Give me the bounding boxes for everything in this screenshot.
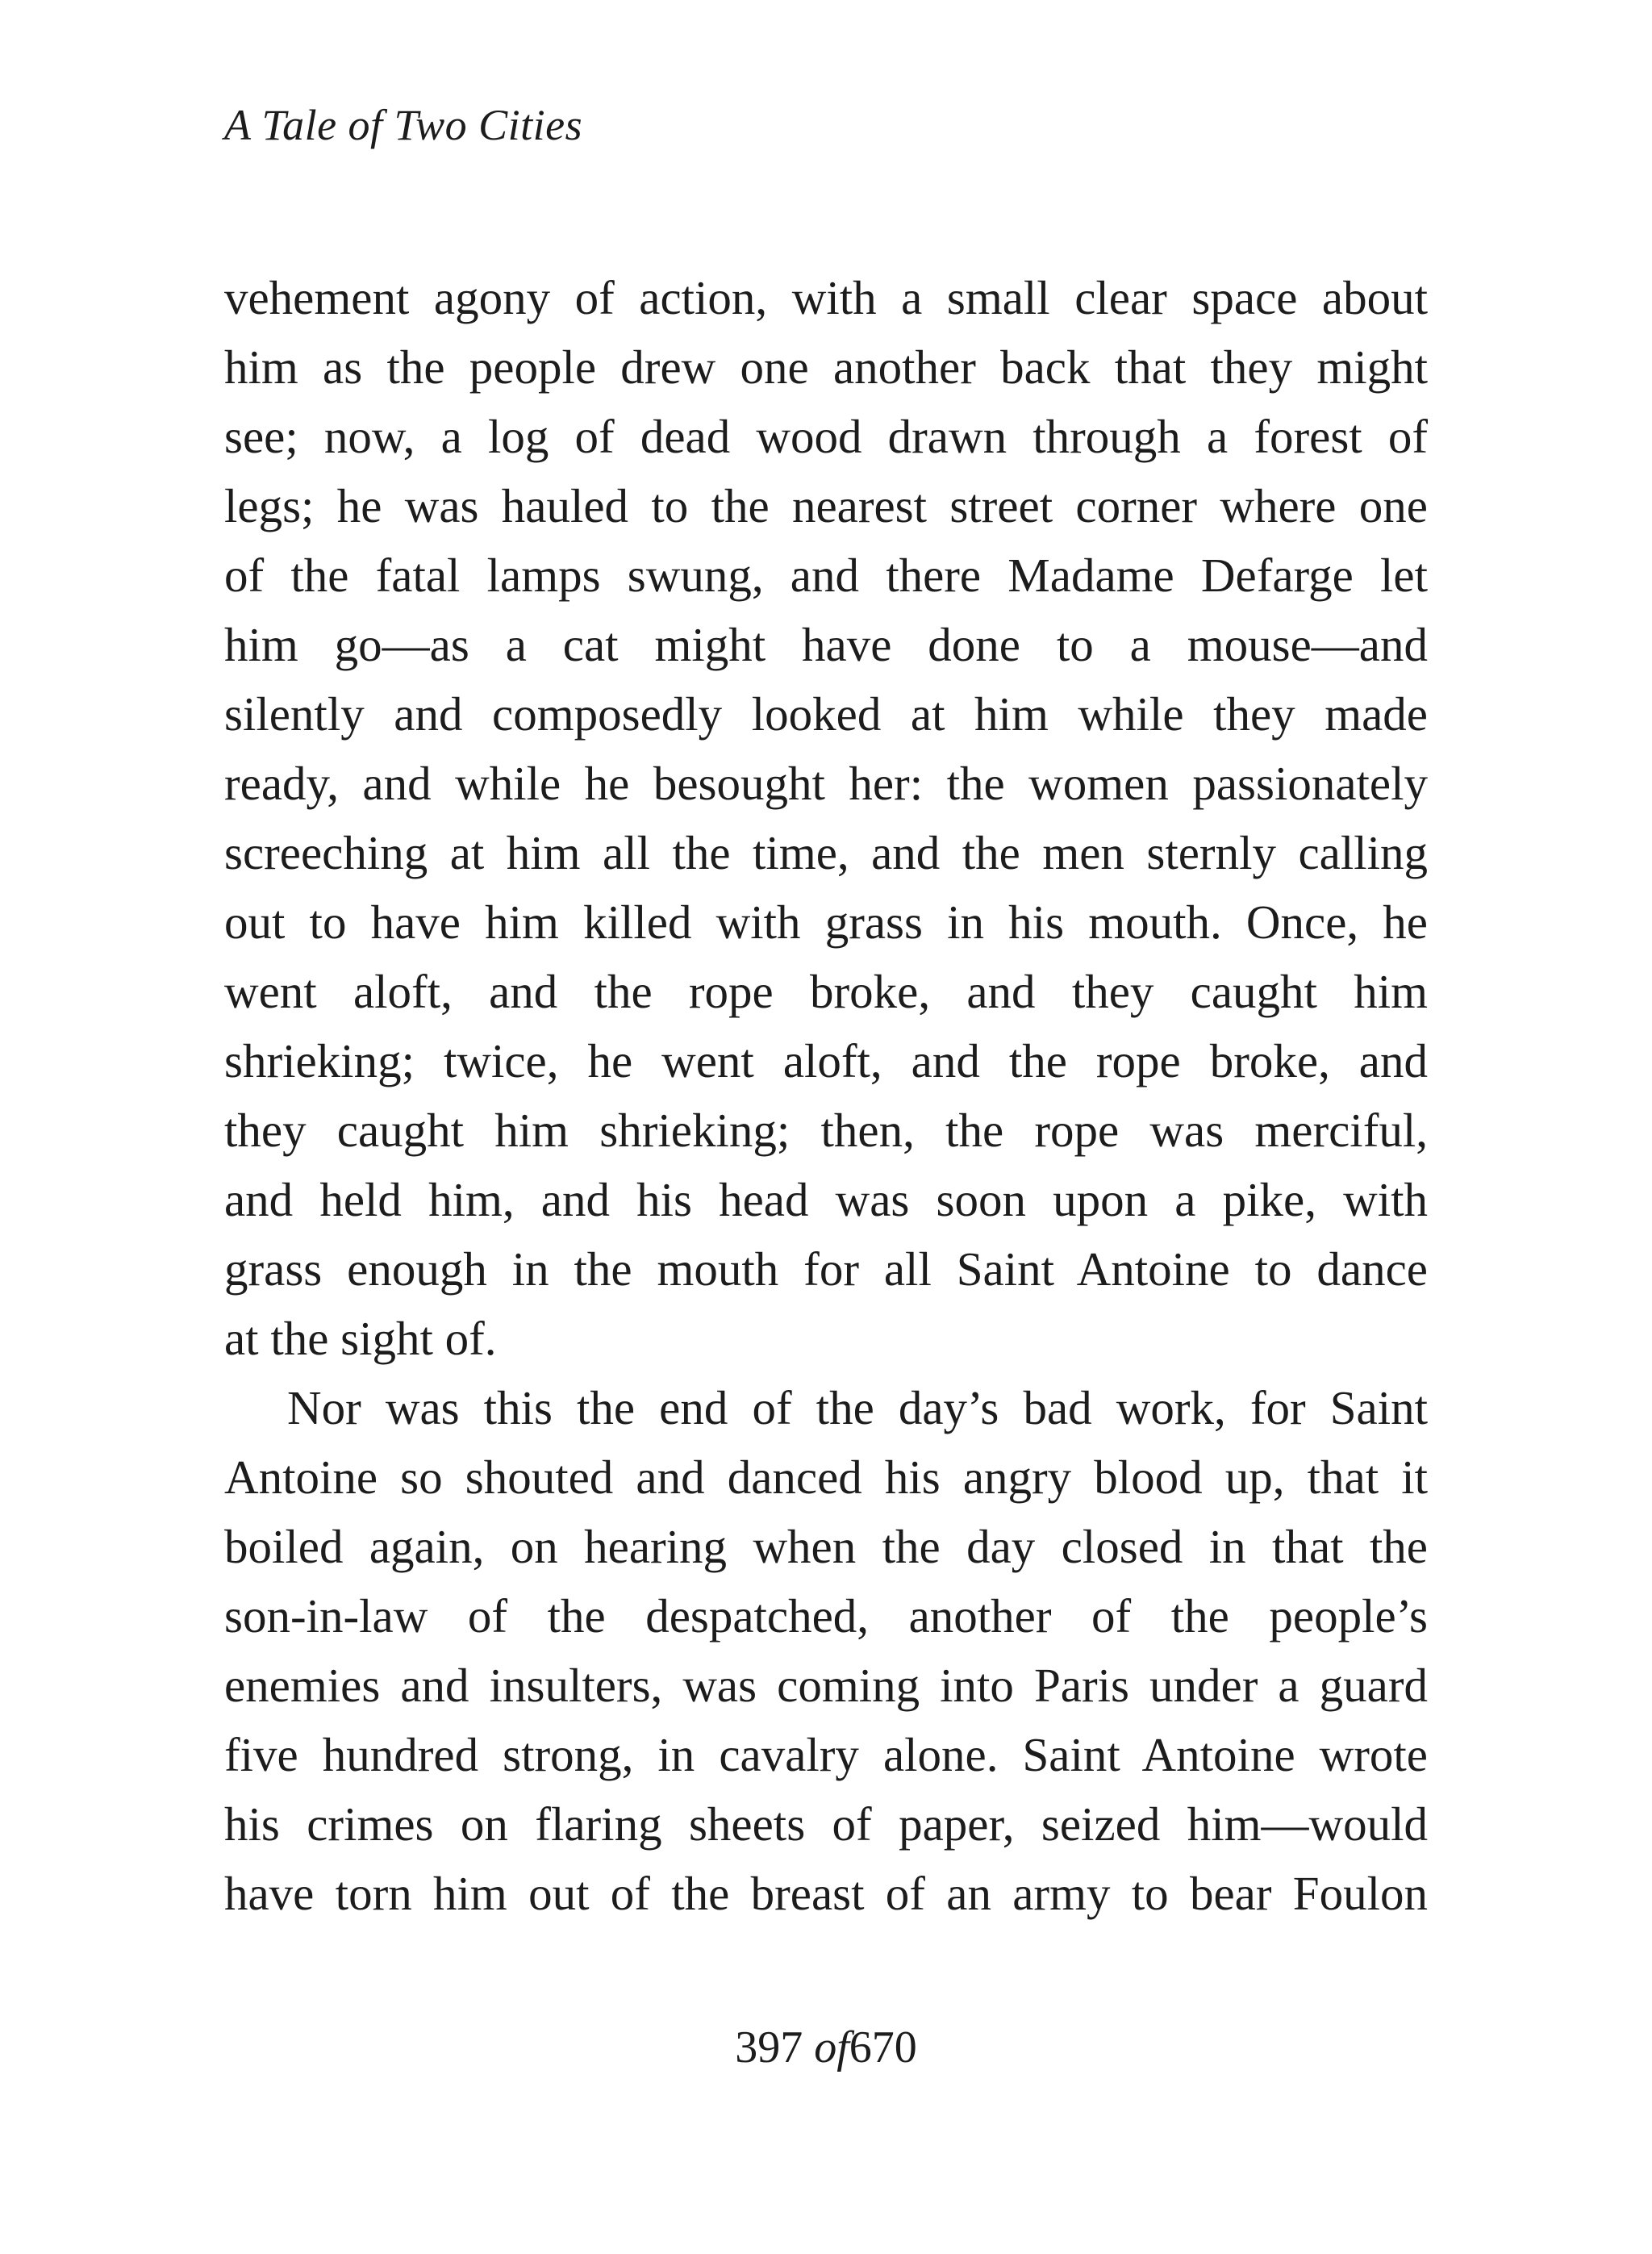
text-line: five hundred strong, in cavalry alone. Saint Antoine wrote: [224, 1728, 1428, 1781]
text-line: legs; he was hauled to the nearest street corner where one: [224, 479, 1428, 532]
text-line: and held him, and his head was soon upon a pike, with: [224, 1173, 1428, 1226]
text-line: vehement agony of action, with a small clear space about: [224, 271, 1428, 324]
page-number-of: of: [814, 2022, 849, 2072]
text-line: his crimes on flaring sheets of paper, seized him—would: [224, 1797, 1428, 1851]
text-line: Antoine so shouted and danced his angry blood up, that it: [224, 1450, 1428, 1504]
text-line: ready, and while he besought her: the women passionately: [224, 757, 1428, 810]
text-line: out to have him killed with grass in his mouth. Once, he: [224, 895, 1428, 949]
text-line: shrieking; twice, he went aloft, and the rope broke, and: [224, 1034, 1428, 1087]
text-line: silently and composedly looked at him while they made: [224, 687, 1428, 741]
text-line: went aloft, and the rope broke, and they caught him: [224, 965, 1428, 1018]
text-line: enemies and insulters, was coming into Paris under a guard: [224, 1659, 1428, 1712]
text-line: son-in-law of the despatched, another of the people’s: [224, 1589, 1428, 1642]
page-number-total: 670: [849, 2022, 917, 2072]
text-line: screeching at him all the time, and the men sternly calling: [224, 826, 1428, 879]
text-line: boiled again, on hearing when the day closed in that the: [224, 1520, 1428, 1573]
body-text: [224, 263, 1428, 1928]
text-line: see; now, a log of dead wood drawn through a forest of: [224, 410, 1428, 463]
text-line: him go—as a cat might have done to a mouse—and: [224, 618, 1428, 671]
paragraph: [224, 263, 1428, 1373]
text-line: they caught him shrieking; then, the rope was merciful,: [224, 1104, 1428, 1157]
text-line: of the fatal lamps swung, and there Madame Defarge let: [224, 549, 1428, 602]
text-line: him as the people drew one another back that they might: [224, 340, 1428, 394]
text-line: have torn him out of the breast of an army to bear Foulon: [224, 1867, 1428, 1920]
text-line: grass enough in the mouth for all Saint Antoine to dance: [224, 1242, 1428, 1296]
paragraph: [224, 1373, 1428, 1928]
page-number: [0, 2022, 1652, 2072]
page-number-current: 397: [735, 2022, 803, 2072]
text-line: at the sight of.: [224, 1312, 497, 1365]
running-head: A Tale of Two Cities: [224, 101, 583, 149]
text-line: Nor was this the end of the day’s bad work, for Saint: [287, 1381, 1428, 1434]
